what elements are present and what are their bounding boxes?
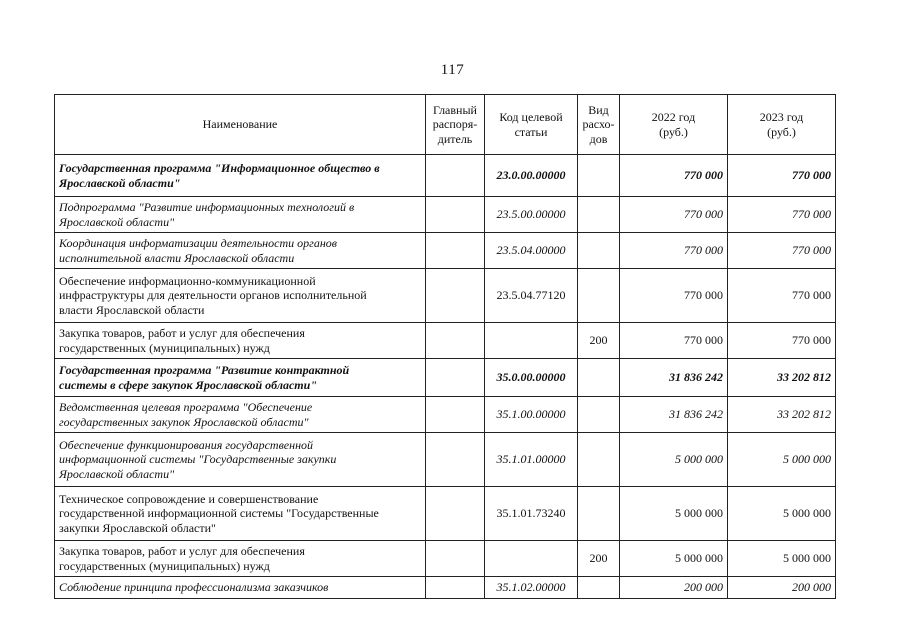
row-main-manager-cell: [426, 323, 485, 359]
row-expense-kind-cell: 200: [578, 541, 620, 577]
table-row: [55, 197, 836, 233]
row-main-manager-cell: [426, 269, 485, 323]
table-row: [55, 323, 836, 359]
row-target-code-cell: 35.1.01.00000: [485, 433, 578, 487]
row-year-2023-cell: 5 000 000: [728, 541, 836, 577]
row-main-manager-cell: [426, 359, 485, 397]
row-year-2023-cell: 770 000: [728, 197, 836, 233]
row-main-manager-cell: [426, 155, 485, 197]
row-main-manager-cell: [426, 433, 485, 487]
row-name-cell: Соблюдение принципа профессионализма заказчиков: [55, 577, 426, 599]
row-expense-kind-cell: [578, 359, 620, 397]
row-year-2023-cell: 5 000 000: [728, 433, 836, 487]
row-year-2022-cell: 31 836 242: [620, 397, 728, 433]
row-name-cell: Закупка товаров, работ и услуг для обеспечения государственных (муниципальных) нужд: [55, 541, 426, 577]
row-year-2022-cell: 200 000: [620, 577, 728, 599]
row-year-2022-cell: 31 836 242: [620, 359, 728, 397]
row-main-manager-cell: [426, 541, 485, 577]
row-year-2022-cell: 770 000: [620, 323, 728, 359]
budget-table: [54, 94, 836, 599]
row-year-2023-cell: 5 000 000: [728, 487, 836, 541]
row-year-2023-cell: 770 000: [728, 269, 836, 323]
row-name-cell: Государственная программа "Развитие контрактной системы в сфере закупок Ярославской области": [55, 359, 426, 397]
header-main-manager: Главный распоря- дитель: [426, 95, 485, 155]
table-row: [55, 577, 836, 599]
row-target-code-cell: 35.1.02.00000: [485, 577, 578, 599]
row-expense-kind-cell: [578, 487, 620, 541]
row-year-2023-cell: 200 000: [728, 577, 836, 599]
table-row: [55, 269, 836, 323]
table-row: [55, 359, 836, 397]
row-expense-kind-cell: [578, 197, 620, 233]
row-year-2022-cell: 5 000 000: [620, 541, 728, 577]
row-year-2022-cell: 770 000: [620, 269, 728, 323]
row-target-code-cell: 35.1.01.73240: [485, 487, 578, 541]
row-name-cell: Государственная программа "Информационное общество в Ярославской области": [55, 155, 426, 197]
row-target-code-cell: [485, 323, 578, 359]
row-name-cell: Подпрограмма "Развитие информационных технологий в Ярославской области": [55, 197, 426, 233]
row-target-code-cell: 35.1.00.00000: [485, 397, 578, 433]
table-row: [55, 433, 836, 487]
row-name-cell: Обеспечение информационно-коммуникационной инфраструктуры для деятельности органов исполнительной власти Ярославской области: [55, 269, 426, 323]
row-main-manager-cell: [426, 397, 485, 433]
page-number: 117: [440, 62, 465, 78]
row-expense-kind-cell: [578, 269, 620, 323]
row-name-cell: Техническое сопровождение и совершенствование государственной информационной системы "Государственные закупки Ярославской области": [55, 487, 426, 541]
table-row: [55, 155, 836, 197]
row-expense-kind-cell: [578, 577, 620, 599]
table-row: [55, 397, 836, 433]
row-expense-kind-cell: [578, 433, 620, 487]
row-name-cell: Ведомственная целевая программа "Обеспечение государственных закупок Ярославской области": [55, 397, 426, 433]
row-year-2023-cell: 33 202 812: [728, 397, 836, 433]
row-year-2023-cell: 33 202 812: [728, 359, 836, 397]
row-year-2023-cell: 770 000: [728, 155, 836, 197]
header-expense-kind: Вид расхо- дов: [578, 95, 620, 155]
row-expense-kind-cell: 200: [578, 323, 620, 359]
row-target-code-cell: 23.5.04.77120: [485, 269, 578, 323]
header-name: Наименование: [55, 95, 426, 155]
row-year-2022-cell: 770 000: [620, 233, 728, 269]
row-year-2023-cell: 770 000: [728, 233, 836, 269]
row-target-code-cell: 23.5.04.00000: [485, 233, 578, 269]
row-target-code-cell: 35.0.00.00000: [485, 359, 578, 397]
row-expense-kind-cell: [578, 233, 620, 269]
row-expense-kind-cell: [578, 155, 620, 197]
header-target-code: Код целевой статьи: [485, 95, 578, 155]
row-main-manager-cell: [426, 487, 485, 541]
header-year-2022: 2022 год (руб.): [620, 95, 728, 155]
row-main-manager-cell: [426, 577, 485, 599]
table-row: [55, 487, 836, 541]
table-header-row: [55, 95, 836, 155]
row-year-2022-cell: 5 000 000: [620, 433, 728, 487]
header-year-2023: 2023 год (руб.): [728, 95, 836, 155]
row-expense-kind-cell: [578, 397, 620, 433]
row-target-code-cell: [485, 541, 578, 577]
row-target-code-cell: 23.5.00.00000: [485, 197, 578, 233]
row-name-cell: Обеспечение функционирования государственной информационной системы "Государственные закупки Ярославской области": [55, 433, 426, 487]
row-year-2023-cell: 770 000: [728, 323, 836, 359]
row-main-manager-cell: [426, 197, 485, 233]
row-target-code-cell: 23.0.00.00000: [485, 155, 578, 197]
table-row: [55, 233, 836, 269]
row-year-2022-cell: 5 000 000: [620, 487, 728, 541]
row-year-2022-cell: 770 000: [620, 155, 728, 197]
row-name-cell: Закупка товаров, работ и услуг для обеспечения государственных (муниципальных) нужд: [55, 323, 426, 359]
table-row: [55, 541, 836, 577]
row-year-2022-cell: 770 000: [620, 197, 728, 233]
row-name-cell: Координация информатизации деятельности органов исполнительной власти Ярославской области: [55, 233, 426, 269]
row-main-manager-cell: [426, 233, 485, 269]
